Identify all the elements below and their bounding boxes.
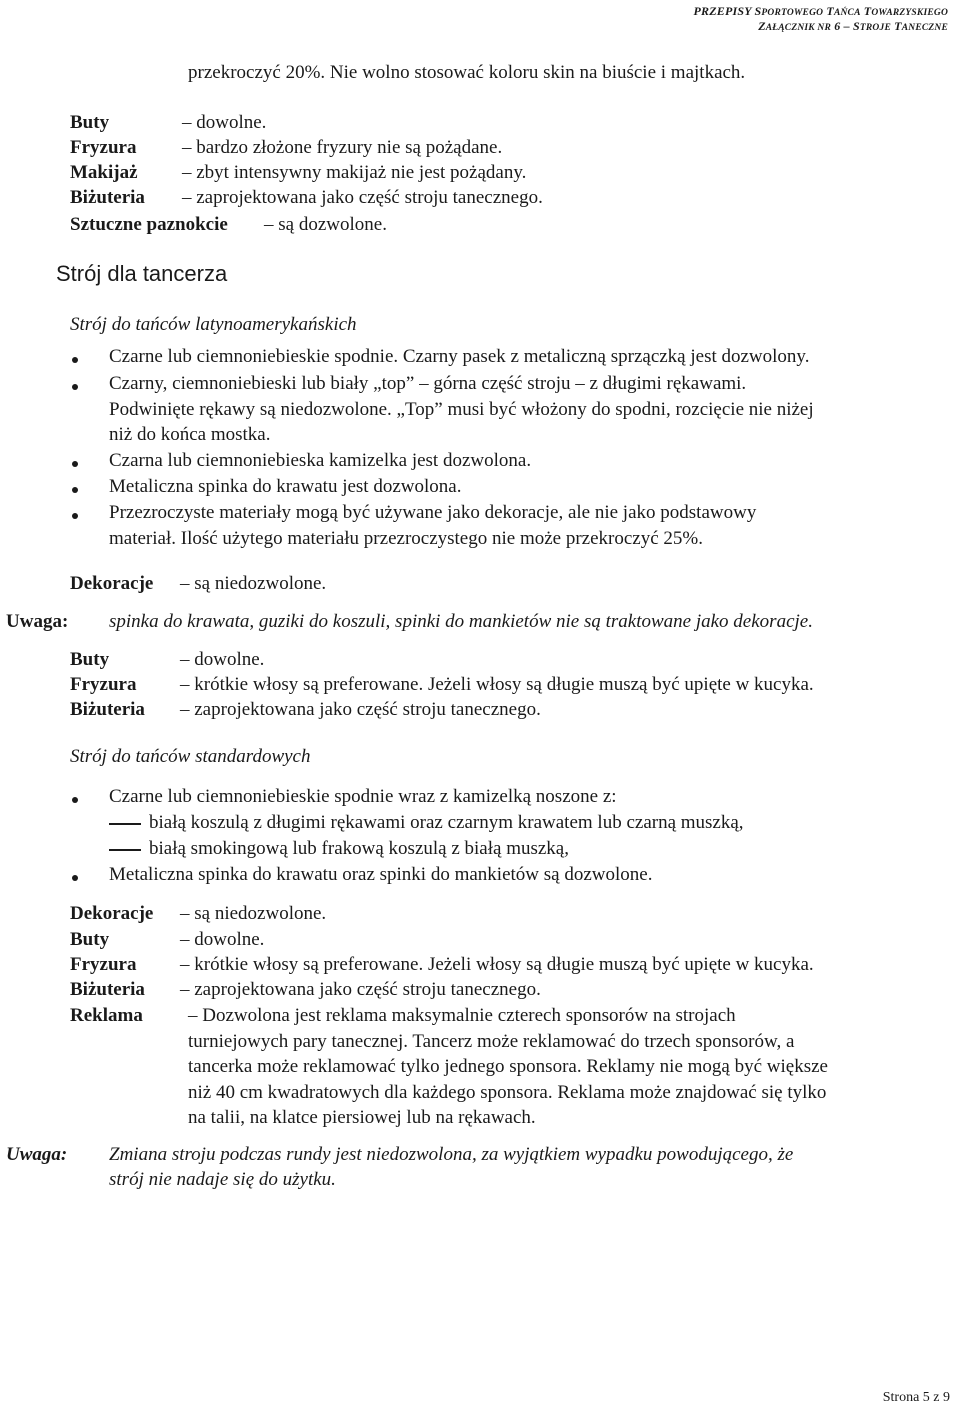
note-text: strój nie nadaje się do użytku.: [109, 1169, 336, 1190]
rule-text: turniejowych pary tanecznej. Tancerz może reklamować do trzech sponsorów, a: [188, 1031, 795, 1052]
doc-header-line1: PRZEPISY SPORTOWEGO TAŃCA TOWARZYSKIEGO: [693, 4, 948, 18]
list-item: Czarna lub ciemnoniebieska kamizelka jest dozwolona.: [109, 450, 532, 471]
section-title: Strój dla tancerza: [56, 261, 228, 286]
rule-text: – krótkie włosy są preferowane. Jeżeli włosy są długie muszą być upięte w kucyka.: [180, 674, 814, 695]
note-text: spinka do krawata, guziki do koszuli, spinki do mankietów nie są traktowane jako dekoracje.: [109, 611, 813, 632]
subsection-title: Strój do tańców standardowych: [70, 746, 311, 767]
bullet-dot: [72, 797, 78, 803]
sub-list-item: białą smokingową lub frakową koszulą z białą muszką,: [149, 838, 569, 859]
dash-marker: [109, 823, 141, 825]
rule-label: Makijaż: [70, 162, 138, 183]
list-item: Czarne lub ciemnoniebieskie spodnie. Czarny pasek z metaliczną sprzączką jest dozwolony.: [109, 346, 810, 367]
rule-text: – krótkie włosy są preferowane. Jeżeli włosy są długie muszą być upięte w kucyka.: [180, 954, 814, 975]
dash-marker: [109, 849, 141, 851]
rule-text: – zaprojektowana jako część stroju tanecznego.: [180, 699, 541, 720]
rule-label: Buty: [70, 929, 110, 950]
list-item: Czarny, ciemnoniebieski lub biały „top” – górna część stroju – z długimi rękawami.: [109, 373, 747, 394]
list-item: Metaliczna spinka do krawatu oraz spinki do mankietów są dozwolone.: [109, 864, 653, 885]
rule-text: – zbyt intensywny makijaż nie jest pożądany.: [182, 162, 527, 183]
rule-text: – dowolne.: [180, 929, 265, 950]
list-item: Przezroczyste materiały mogą być używane jako dekoracje, ale nie jako podstawowy: [109, 502, 757, 523]
rule-label: Dekoracje: [70, 903, 154, 924]
bullet-dot: [72, 875, 78, 881]
rule-text: – są niedozwolone.: [180, 903, 327, 924]
rule-text: tancerka może reklamować tylko jednego sponsora. Reklamy nie mogą być większe: [188, 1056, 828, 1077]
list-item: materiał. Ilość użytego materiału przezroczystego nie może przekroczyć 25%.: [109, 528, 703, 549]
sub-list-item: białą koszulą z długimi rękawami oraz czarnym krawatem lub czarną muszką,: [149, 812, 744, 833]
rule-label: Buty: [70, 649, 110, 670]
rule-text: – zaprojektowana jako część stroju tanecznego.: [182, 187, 543, 208]
rule-label: Biżuteria: [70, 979, 145, 1000]
subsection-title: Strój do tańców latynoamerykańskich: [70, 314, 357, 335]
rule-label: Fryzura: [70, 137, 137, 158]
list-item: niż do końca mostka.: [109, 424, 271, 445]
bullet-dot: [72, 487, 78, 493]
rule-text: na talii, na klatce piersiowej lub na rękawach.: [188, 1107, 536, 1128]
note-label: Uwaga:: [6, 1144, 68, 1165]
page-number: Strona 5 z 9: [882, 1390, 950, 1405]
bullet-dot: [72, 513, 78, 519]
rule-text: – Dozwolona jest reklama maksymalnie czterech sponsorów na strojach: [188, 1005, 736, 1026]
rule-text: – dowolne.: [182, 112, 267, 133]
doc-header-line2: ZAŁĄCZNIK NR 6 – STROJE TANECZNE: [758, 19, 948, 33]
text-line: przekroczyć 20%. Nie wolno stosować koloru skin na biuście i majtkach.: [188, 62, 746, 83]
note-text: Zmiana stroju podczas rundy jest niedozwolona, za wyjątkiem wypadku powodującego, że: [109, 1144, 794, 1165]
rule-label: Fryzura: [70, 674, 137, 695]
bullet-dot: [72, 357, 78, 363]
rule-text: – są niedozwolone.: [180, 573, 327, 594]
list-item: Podwinięte rękawy są niedozwolone. „Top” musi być włożony do spodni, rozcięcie nie niżej: [109, 399, 814, 420]
rule-label: Sztuczne paznokcie: [70, 214, 228, 235]
rule-label: Biżuteria: [70, 699, 145, 720]
rule-label: Biżuteria: [70, 187, 145, 208]
rule-label: Buty: [70, 112, 110, 133]
rule-text: niż 40 cm kwadratowych dla każdego sponsora. Reklama może znajdować się tylko: [188, 1082, 827, 1103]
rule-label: Dekoracje: [70, 573, 154, 594]
rule-text: – bardzo złożone fryzury nie są pożądane.: [182, 137, 503, 158]
list-item: Metaliczna spinka do krawatu jest dozwolona.: [109, 476, 462, 497]
rule-text: – zaprojektowana jako część stroju tanecznego.: [180, 979, 541, 1000]
bullet-dot: [72, 384, 78, 390]
rule-text: – dowolne.: [180, 649, 265, 670]
list-item: Czarne lub ciemnoniebieskie spodnie wraz z kamizelką noszone z:: [109, 786, 617, 807]
rule-label: Reklama: [70, 1005, 143, 1026]
rule-label: Fryzura: [70, 954, 137, 975]
bullet-dot: [72, 461, 78, 467]
note-label: Uwaga:: [6, 611, 69, 632]
rule-text: – są dozwolone.: [264, 214, 387, 235]
